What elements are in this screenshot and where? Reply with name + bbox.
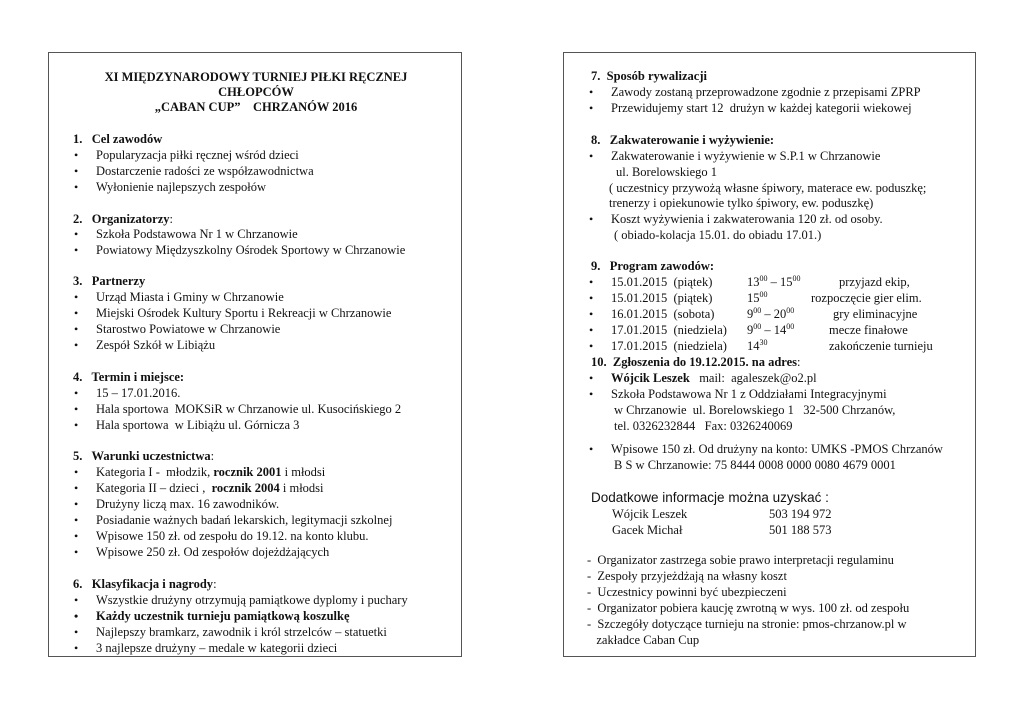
note-line: ( uczestnicy przywożą własne śpiwory, materace ew. poduszkę;	[609, 181, 927, 195]
list-item: • Starostwo Powiatowe w Chrzanowie	[96, 322, 280, 337]
list-item: • Hala sportowa MOKSiR w Chrzanowie ul. Kusocińskiego 2	[96, 402, 401, 417]
list-item: • Zakwaterowanie i wyżywienie w S.P.1 w Chrzanowie	[611, 149, 880, 164]
note-line: ( obiado-kolacja 15.01. do obiadu 17.01.)	[614, 228, 822, 242]
contact-phone: 501 188 573	[769, 523, 832, 537]
section-4-heading: 4. Termin i miejsce:	[73, 370, 185, 384]
list-item: • Szkoła Podstawowa Nr 1 w Chrzanowie	[96, 227, 298, 242]
address-line: • Szkoła Podstawowa Nr 1 z Oddziałami Integracyjnymi	[611, 387, 887, 402]
note-item: - Zespoły przyjeżdżają na własny koszt	[587, 569, 787, 583]
payment-line: • Wpisowe 150 zł. Od drużyny na konto: UMKS -PMOS Chrzanów	[611, 442, 943, 457]
list-item: • Urząd Miasta i Gminy w Chrzanowie	[96, 290, 284, 305]
contact-phone: 503 194 972	[769, 507, 832, 521]
left-page	[48, 52, 462, 657]
contact-line: • Wójcik Leszek mail: agaleszek@o2.pl	[611, 371, 817, 386]
list-item: • Dostarczenie radości ze współzawodnictwa	[96, 164, 314, 179]
payment-line: B S w Chrzanowie: 75 8444 0008 0000 0080 4679 0001	[614, 458, 896, 472]
contact-name: Gacek Michał	[612, 523, 683, 537]
title-line-2: CHŁOPCÓW	[218, 85, 294, 99]
section-1-heading: 1. Cel zawodów	[73, 132, 163, 146]
list-item: • Wpisowe 250 zł. Od zespołów dojeżdżających	[96, 545, 329, 560]
list-item: • Zespół Szkół w Libiążu	[96, 338, 215, 353]
note-item: - Organizator pobiera kaucję zwrotną w wys. 100 zł. od zespołu	[587, 601, 910, 615]
schedule-row: • 16.01.2015 (sobota) $9^{00} - 20^{00}$ gry eliminacyjne	[611, 307, 714, 322]
schedule-row: • 15.01.2015 (piątek) $15^{00}$ rozpoczęcie gier elim.	[611, 291, 712, 306]
list-item: • Najlepszy bramkarz, zawodnik i król strzelców – statuetki	[96, 625, 387, 640]
note-item: zakładce Caban Cup	[587, 633, 700, 647]
section-5-heading: 5. Warunki uczestnictwa:	[73, 449, 215, 463]
list-item: • Przewidujemy start 12 drużyn w każdej kategorii wiekowej	[611, 101, 912, 116]
schedule-row: • 17.01.2015 (niedziela) $9^{00} - 14^{00}$ mecze finałowe	[611, 323, 727, 338]
section-9-heading: 9. Program zawodów:	[591, 259, 715, 273]
note-item: - Uczestnicy powinni być ubezpieczeni	[587, 585, 787, 599]
title-line-1: XI MIĘDZYNARODOWY TURNIEJ PIŁKI RĘCZNEJ	[104, 70, 408, 84]
extra-info-heading: Dodatkowe informacje można uzyskać :	[591, 490, 829, 505]
section-7-heading: 7. Sposób rywalizacji	[591, 69, 707, 83]
list-item: • Miejski Ośrodek Kultury Sportu i Rekreacji w Chrzanowie	[96, 306, 391, 321]
list-item: • Wszystkie drużyny otrzymują pamiątkowe dyplomy i puchary	[96, 593, 408, 608]
list-item: • 15 – 17.01.2016.	[96, 386, 180, 401]
list-item: • Wyłonienie najlepszych zespołów	[96, 180, 266, 195]
right-page	[563, 52, 976, 657]
list-item: • Powiatowy Międzyszkolny Ośrodek Sportowy w Chrzanowie	[96, 243, 405, 258]
note-item: - Szczegóły dotyczące turnieju na stronie: pmos-chrzanow.pl w	[587, 617, 907, 631]
list-item: • 3 najlepsze drużyny – medale w kategorii dzieci	[96, 641, 337, 656]
list-item: • Każdy uczestnik turnieju pamiątkową koszulkę	[96, 609, 350, 624]
section-10-heading: 10. Zgłoszenia do 19.12.2015. na adres:	[591, 355, 801, 369]
list-item: • Koszt wyżywienia i zakwaterowania 120 zł. od osoby.	[611, 212, 883, 227]
list-item: • Zawody zostaną przeprowadzone zgodnie z przepisami ZPRP	[611, 85, 921, 100]
schedule-row: • 17.01.2015 (niedziela) $14^{30}$ zakończenie turnieju	[611, 339, 727, 354]
section-8-heading: 8. Zakwaterowanie i wyżywienie:	[591, 133, 775, 147]
address-line: tel. 0326232844 Fax: 0326240069	[614, 419, 793, 433]
section-3-heading: 3. Partnerzy	[73, 274, 146, 288]
list-item: • Posiadanie ważnych badań lekarskich, legitymacji szkolnej	[96, 513, 392, 528]
list-item: • Drużyny liczą max. 16 zawodników.	[96, 497, 279, 512]
list-item: • Kategoria I - młodzik, rocznik 2001 i młodsi	[96, 465, 325, 480]
list-item: • Wpisowe 150 zł. od zespołu do 19.12. na konto klubu.	[96, 529, 369, 544]
section-2-heading: 2. Organizatorzy:	[73, 212, 173, 226]
note-item: - Organizator zastrzega sobie prawo interpretacji regulaminu	[587, 553, 894, 567]
title-line-3: „CABAN CUP” CHRZANÓW 2016	[154, 100, 358, 114]
note-line: trenerzy i opiekunowie tylko śpiwory, ew. poduszkę)	[609, 196, 874, 210]
section-6-heading: 6. Klasyfikacja i nagrody:	[73, 577, 217, 591]
contact-name: Wójcik Leszek	[612, 507, 688, 521]
list-item: • Hala sportowa w Libiążu ul. Górnicza 3	[96, 418, 299, 433]
schedule-row: • 15.01.2015 (piątek) $13^{00} - 15^{00}$ przyjazd ekip,	[611, 275, 712, 290]
list-item: • Popularyzacja piłki ręcznej wśród dzieci	[96, 148, 299, 163]
list-item: • Kategoria II – dzieci , rocznik 2004 i młodsi	[96, 481, 324, 496]
address-line: w Chrzanowie ul. Borelowskiego 1 32-500 Chrzanów,	[614, 403, 896, 417]
address-line: ul. Borelowskiego 1	[616, 165, 718, 179]
